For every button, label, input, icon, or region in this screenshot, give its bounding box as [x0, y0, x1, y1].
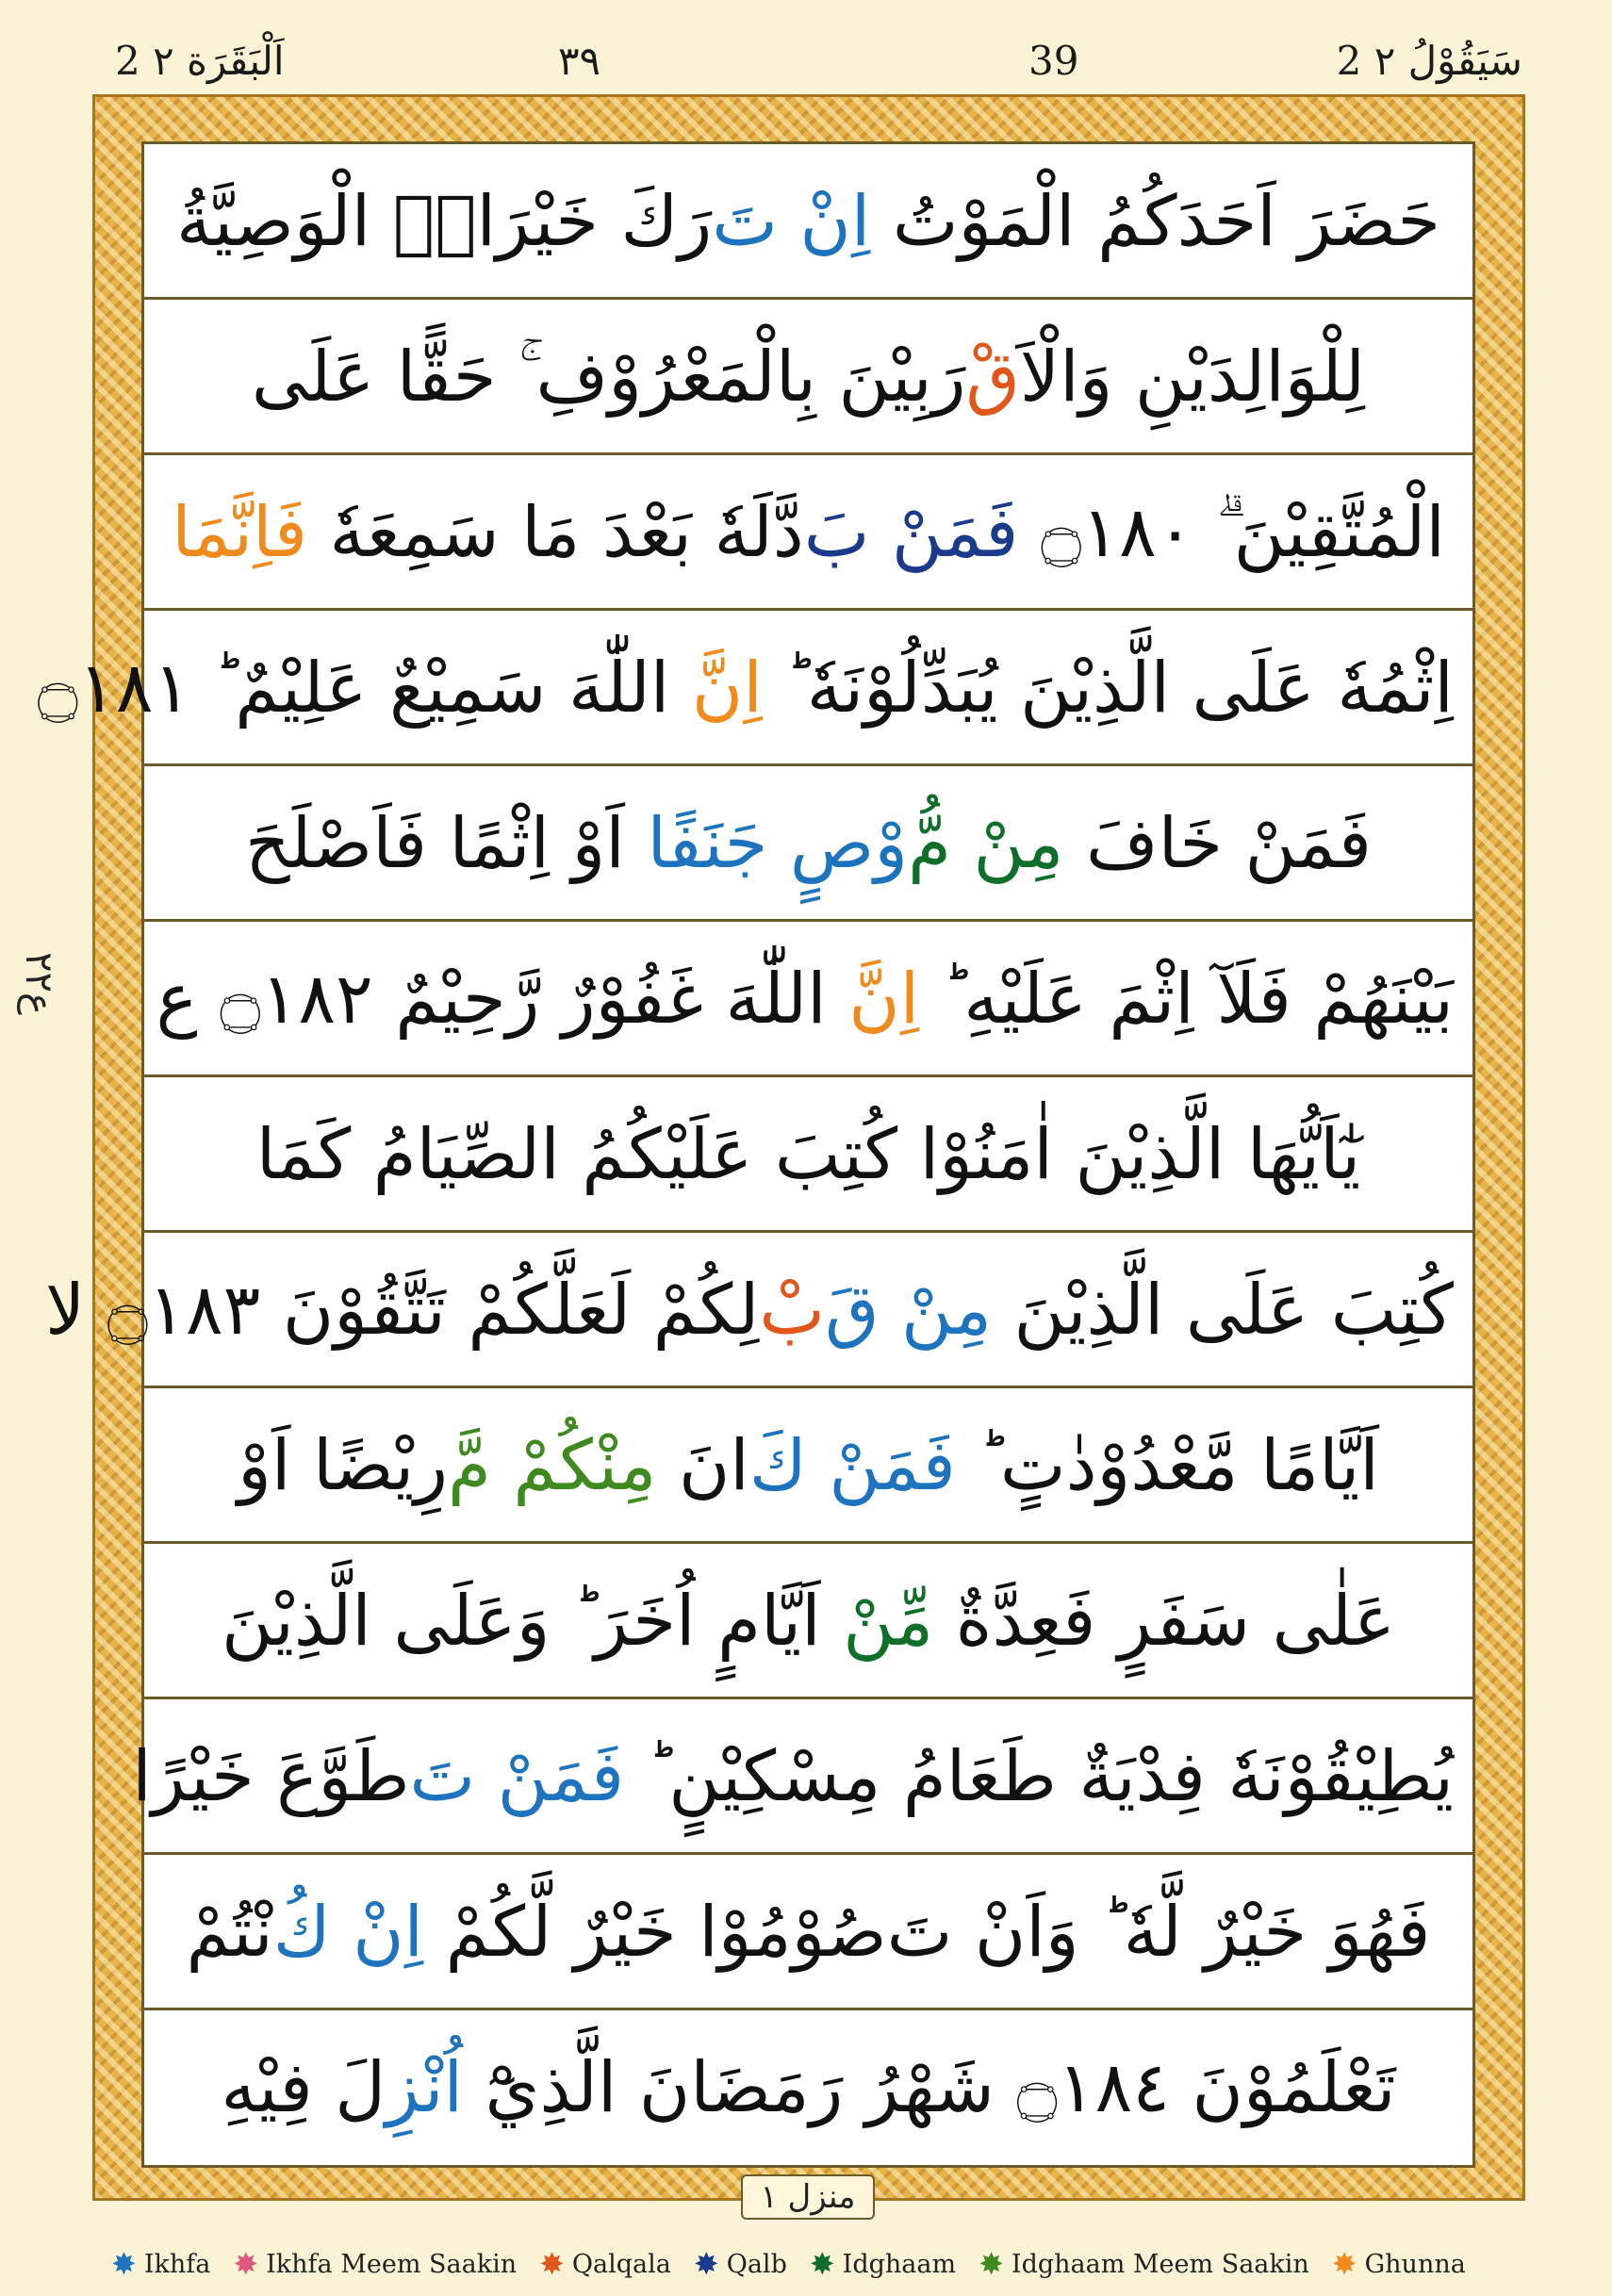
verse-text: حَضَرَ اَحَدَكُمُ الْمَوْتُ — [870, 181, 1441, 262]
verse-text: ۨۚ — [392, 181, 477, 262]
legend-label: Idghaam Meem Saakin — [1011, 2249, 1309, 2279]
tajweed-idghaam-meem-saakin: مِنْكُمْ مَّ — [448, 1425, 657, 1506]
tajweed-ikhfa: اُنْزِ — [386, 2047, 464, 2128]
legend-label: Ikhfa — [143, 2249, 211, 2279]
tajweed-ikhfa: وْصٍ جَنَفًا — [647, 803, 909, 884]
verse-line — [144, 766, 1472, 922]
verse-line — [132, 1699, 1472, 1855]
manzil-label: منزل ١ — [741, 2174, 875, 2220]
verse-text: رَكَ خَيْرَا — [476, 181, 713, 262]
legend-item-ikhfa-meem-saakin — [233, 2246, 518, 2282]
verse-text: طَوَّعَ خَيْرًا — [132, 1736, 410, 1817]
verse-line — [144, 1388, 1472, 1544]
verse-text: كُتِبَ عَلَى الَّذِيْنَ — [992, 1270, 1454, 1351]
tajweed-qalb: فَمَنْ بَ — [803, 492, 1019, 573]
flower-icon: ✸ — [979, 2246, 1004, 2282]
legend-label: Qalb — [726, 2249, 787, 2279]
verse-text: صُوْمُوْا خَيْرٌ لَّكُمْ — [423, 1892, 887, 1973]
verse-text: عَلٰى سَفَرٍ فَعِدَّةٌ — [933, 1581, 1396, 1662]
verse-text: لِكُمْ لَعَلَّكُمْ تَتَّقُوْنَ ۝١٨٣ لا — [45, 1270, 760, 1351]
tajweed-ikhfa: مِنْ قَ — [825, 1270, 992, 1351]
verse-text: لِلْوَالِدَيْنِ وَالْاَ — [1019, 336, 1366, 418]
legend-label: Ghunna — [1364, 2249, 1466, 2279]
tajweed-legend — [111, 2245, 1466, 2283]
verse-text: اَيَّامًا مَّعْدُوْدٰتٍ ؕ — [955, 1425, 1379, 1506]
flower-icon: ✸ — [111, 2246, 137, 2282]
verse-text: اَوْ اِثْمًا فَاَصْلَحَ — [244, 803, 648, 884]
ruku-side-mark: ع٢٢ — [17, 952, 60, 1015]
verse-text: تَعْلَمُوْنَ ۝١٨٤ شَهْرُ رَمَضَانَ الَّذِيْٓ — [463, 2047, 1396, 2128]
legend-label: Idghaam — [842, 2249, 957, 2279]
flower-icon: ✸ — [693, 2246, 719, 2282]
juz-title: 2 سَيَقُوْلُ ٢ — [1336, 38, 1522, 84]
flower-icon: ✸ — [809, 2246, 835, 2282]
verse-text: اللّٰهَ غَفُوْرٌ رَّحِيْمٌ ۝١٨٢ ع — [156, 959, 849, 1040]
legend-label: Ikhfa Meem Saakin — [266, 2249, 518, 2279]
verse-text: انَ — [656, 1425, 749, 1506]
flower-icon: ✸ — [539, 2246, 565, 2282]
verse-text: اللّٰهَ سَمِيْعٌ عَلِيْمٌ ؕ ۝١٨١ — [37, 648, 692, 729]
verse-text: يُطِيْقُوْنَهٗ فِدْيَةٌ طَعَامُ مِسْكِيْنٍ ؕ — [624, 1736, 1454, 1817]
verse-line — [144, 1855, 1472, 2010]
verse-text: بَيْنَهُمْ فَلَآ اِثْمَ عَلَيْهِ ؕ — [919, 959, 1454, 1040]
verse-text: الْوَصِيَّةُ — [175, 181, 393, 262]
page-number: 39 — [1028, 38, 1079, 84]
verse-text: يٰٓاَيُّهَا الَّذِيْنَ اٰمَنُوْا كُتِبَ عَلَيْكُمُ الصِّيَامُ كَمَا — [255, 1114, 1361, 1195]
tajweed-ikhfa: اِنْ كُ — [272, 1892, 424, 1973]
verse-line — [144, 1544, 1472, 1699]
tajweed-ikhfa: فَمَنْ تَ — [409, 1736, 625, 1817]
verse-text: نْتُمْ — [186, 1892, 273, 1973]
verse-line — [144, 2010, 1472, 2166]
legend-item-idghaam — [809, 2246, 957, 2282]
verse-text: فَهُوَ خَيْرٌ لَّهٗ ؕ وَاَنْ تَ — [886, 1892, 1431, 1973]
legend-item-qalb — [693, 2246, 787, 2282]
tajweed-ghunna: اِنَّ — [691, 648, 763, 729]
legend-item-ikhfa — [111, 2246, 211, 2282]
flower-icon: ✸ — [233, 2246, 259, 2282]
verse-text: الْمُتَّقِيْنَ ۗ ۝١٨٠ — [1018, 492, 1445, 573]
verse-text: لَ فِيْهِ — [221, 2047, 387, 2128]
verse-text: دَّلَهٗ بَعْدَ مَا سَمِعَهٗ — [306, 492, 804, 573]
legend-item-qalqala — [539, 2246, 671, 2282]
legend-item-idghaam-meem-saakin — [979, 2246, 1309, 2282]
tajweed-ghunna: فَاِنَّمَا — [172, 492, 307, 573]
verse-line — [144, 300, 1472, 455]
tajweed-qalqala: قْ — [965, 336, 1020, 418]
page-number-arabic: ٣٩ — [558, 38, 601, 84]
tajweed-idghaam: مِّنْ — [843, 1581, 934, 1662]
verse-line — [144, 922, 1472, 1077]
verse-line — [144, 144, 1472, 300]
verse-text: اَيَّامٍ اُخَرَ ؕ وَعَلَى الَّذِيْنَ — [221, 1581, 844, 1662]
surah-title: 2 اَلْبَقَرَة ٢ — [115, 38, 285, 84]
tajweed-ikhfa: فَمَنْ كَ — [748, 1425, 956, 1506]
verse-text: رَبِيْنَ بِالْمَعْرُوْفِ ۚ حَقًّا عَلَى — [251, 336, 966, 418]
tajweed-ikhfa: اِنْ تَ — [712, 181, 871, 262]
legend-label: Qalqala — [571, 2249, 671, 2279]
verse-text: رِيْضًا اَوْ — [238, 1425, 448, 1506]
verse-line — [144, 455, 1472, 611]
tajweed-idghaam: مِنْ مُّ — [908, 803, 1064, 884]
legend-item-ghunna — [1331, 2246, 1466, 2282]
verse-line — [144, 1077, 1472, 1233]
verse-line — [37, 611, 1472, 766]
tajweed-qalqala: بْ — [759, 1270, 826, 1351]
flower-icon: ✸ — [1331, 2246, 1357, 2282]
verse-text: اِثْمُهٗ عَلَى الَّذِيْنَ يُبَدِّلُوْنَهٗ ؕ — [762, 648, 1454, 729]
tajweed-ghunna: اِنَّ — [848, 959, 920, 1040]
verse-text: فَمَنْ خَافَ — [1063, 803, 1372, 884]
verse-line — [45, 1233, 1472, 1388]
